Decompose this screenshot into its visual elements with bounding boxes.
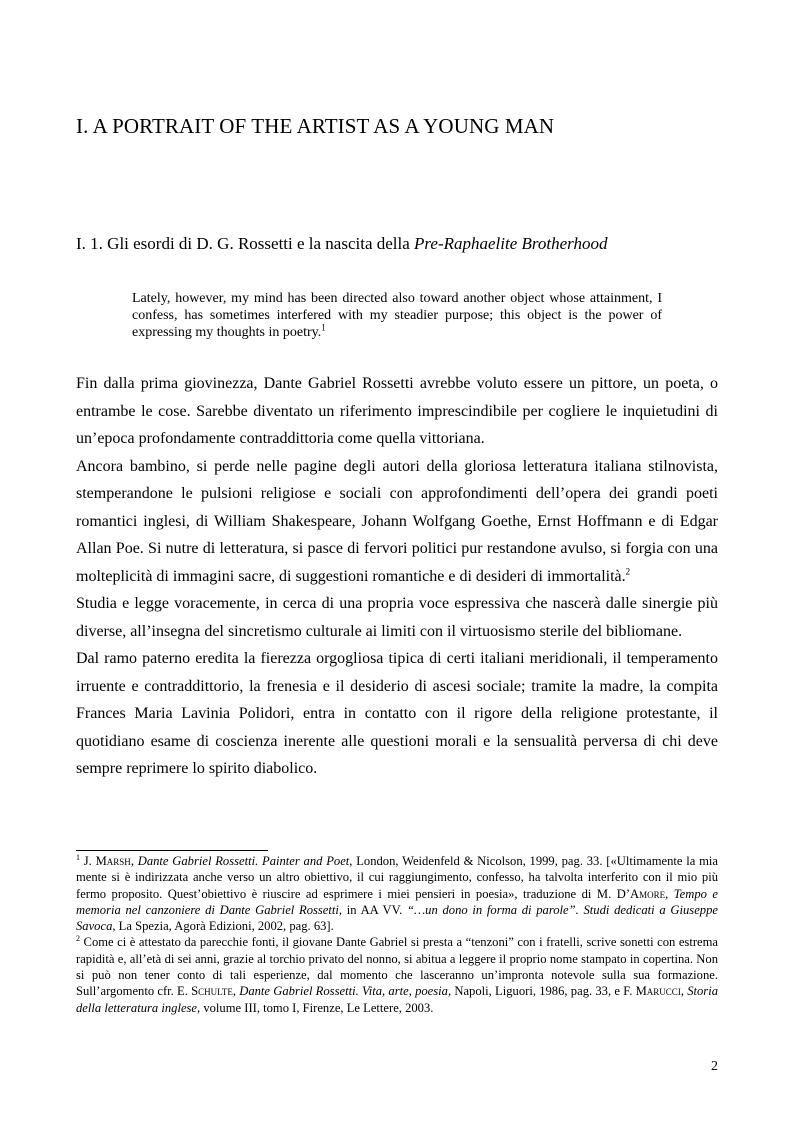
paragraph-3: Studia e legge voracemente, in cerca di una propria voce espressiva che nascerà dalle sinergie più diverse, all’insegna del sincretismo culturale ai limiti con il virtuosismo sterile del bibliomane. xyxy=(76,595,718,640)
footnote-2-text-i: volume III, tomo I, Firenze, Le Lettere, 2003. xyxy=(200,1000,434,1015)
footnote-2-number: 2 xyxy=(76,934,80,944)
section-heading xyxy=(76,234,607,254)
footnote-1-text-c: , xyxy=(130,854,138,868)
footnote-1 xyxy=(76,853,718,934)
paragraph-4: Dal ramo paterno eredita la fierezza orgogliosa tipica di certi italiani meridionali, il temperamento irruente e contraddittorio, la frenesia e il desiderio di ascesi sociale; tramite la madre, la compita Frances Maria Lavinia Polidori, entra in contatto con il rigore della religione protestante, il quotidiano esame di coscienza inerente alle questioni morali e la sensualità perversa di chi deve sempre reprimere lo spirito diabolico. xyxy=(76,650,718,777)
footnote-1-number: 1 xyxy=(76,852,80,862)
paragraph-1: Fin dalla prima giovinezza, Dante Gabriel Rossetti avrebbe voluto essere un pittore, un poeta, o entrambe le cose. Sarebbe diventato un riferimento imprescindibile per cogliere le inquietudini di un’epoca profondamente contraddittoria come quella vittoriana. xyxy=(76,375,718,447)
footnote-2 xyxy=(76,934,718,1015)
footnote-ref-2[interactable]: 2 xyxy=(625,566,631,577)
page-number: 2 xyxy=(711,1059,718,1074)
footnote-2-text-c: , xyxy=(232,984,240,999)
footnote-1-title-2: Tempo e memoria nel canzoniere di Dante Gabriel Rossetti, xyxy=(76,886,718,917)
section-heading-plain: I. 1. Gli esordi di D. G. Rossetti e la nascita della xyxy=(76,234,415,253)
footnote-2-text-g: , xyxy=(680,984,688,999)
footnote-1-text-k: , La Spezia, Agorà Edizioni, 2002, pag. 63]. xyxy=(112,919,334,934)
footnote-1-text-a: J. xyxy=(80,854,96,868)
footnote-1-author-2: Amore xyxy=(630,886,666,901)
paragraph-2-text: Ancora bambino, si perde nelle pagine degli autori della gloriosa letteratura italiana stilnovista, stemperandone le pulsioni religiose e sociali con approfondimenti dell’opera dei grandi poeti romantici inglesi, di William Shakespeare, Johann Wolfgang Goethe, Ernst Hoffmann e di Edgar Allan Poe. Si nutre di letteratura, si pasce di fervori politici pur restandone avulso, si forgia con una molteplicità di immagini sacre, di suggestioni romantiche e di desideri di immortalità. xyxy=(76,457,718,585)
footnote-1-text-i: in AA VV. xyxy=(342,902,407,917)
section-heading-italic: Pre-Raphaelite Brotherhood xyxy=(414,234,608,253)
footnote-1-title-3: “…un dono in forma di parole”. Studi dedicati a Giuseppe Savoca xyxy=(76,902,718,934)
footnote-1-text-g: , xyxy=(665,886,674,901)
footnote-2-text-a: Come ci è attestato da parecchie fonti, il giovane Dante Gabriel si presta a “tenzoni” con i fratelli, scrive sonetti con estrema rapidità e, all’età di sei anni, grazie al torchio privato del nonno, si abitua a leggere il proprio nome stampato in copertina. Non si può non tener conto di tali esperienze, dal momento che lasceranno un’impronta notevole sulla sua formazione. Sull’argomento cfr. E. xyxy=(76,935,718,999)
chapter-title: I. A PORTRAIT OF THE ARTIST AS A YOUNG MAN xyxy=(76,114,555,138)
footnote-1-text-e: London, Weidenfeld & Nicolson, 1999, pag. 33. [«Ultimamente la mia mente si è indirizzata anche verso un altro obiettivo, il cui raggiungimento, confesso, ha talvolta interferito con il mio più fermo proposito. Quest’obiettivo è riuscire ad esprimere i miei pensieri in poesia», traduzione di M. D’ xyxy=(76,854,718,901)
footnote-divider xyxy=(76,850,268,851)
footnote-ref-1[interactable]: 1 xyxy=(321,322,326,333)
footnote-2-author: Schulte xyxy=(191,984,233,999)
footnote-1-author: Marsh xyxy=(95,854,131,868)
footnote-2-text-e: Napoli, Liguori, 1986, pag. 33, e F. xyxy=(451,984,636,999)
paragraph-2 xyxy=(76,453,718,591)
epigraph-text: Lately, however, my mind has been directed also toward another object whose attainment, I confess, has sometimes interfered with my steadier purpose; this object is the power of expressing my thoughts in poetry. xyxy=(132,291,662,340)
footnote-2-title-2: Storia della letteratura inglese, xyxy=(76,984,719,1015)
epigraph-quote xyxy=(132,290,662,341)
footnotes xyxy=(76,853,718,1016)
body-text xyxy=(76,370,718,783)
footnote-2-author-2: Marucci xyxy=(635,984,681,999)
footnote-2-title: Dante Gabriel Rossetti. Vita, arte, poesia, xyxy=(239,984,452,999)
footnote-1-title: Dante Gabriel Rossetti. Painter and Poet, xyxy=(137,854,353,868)
